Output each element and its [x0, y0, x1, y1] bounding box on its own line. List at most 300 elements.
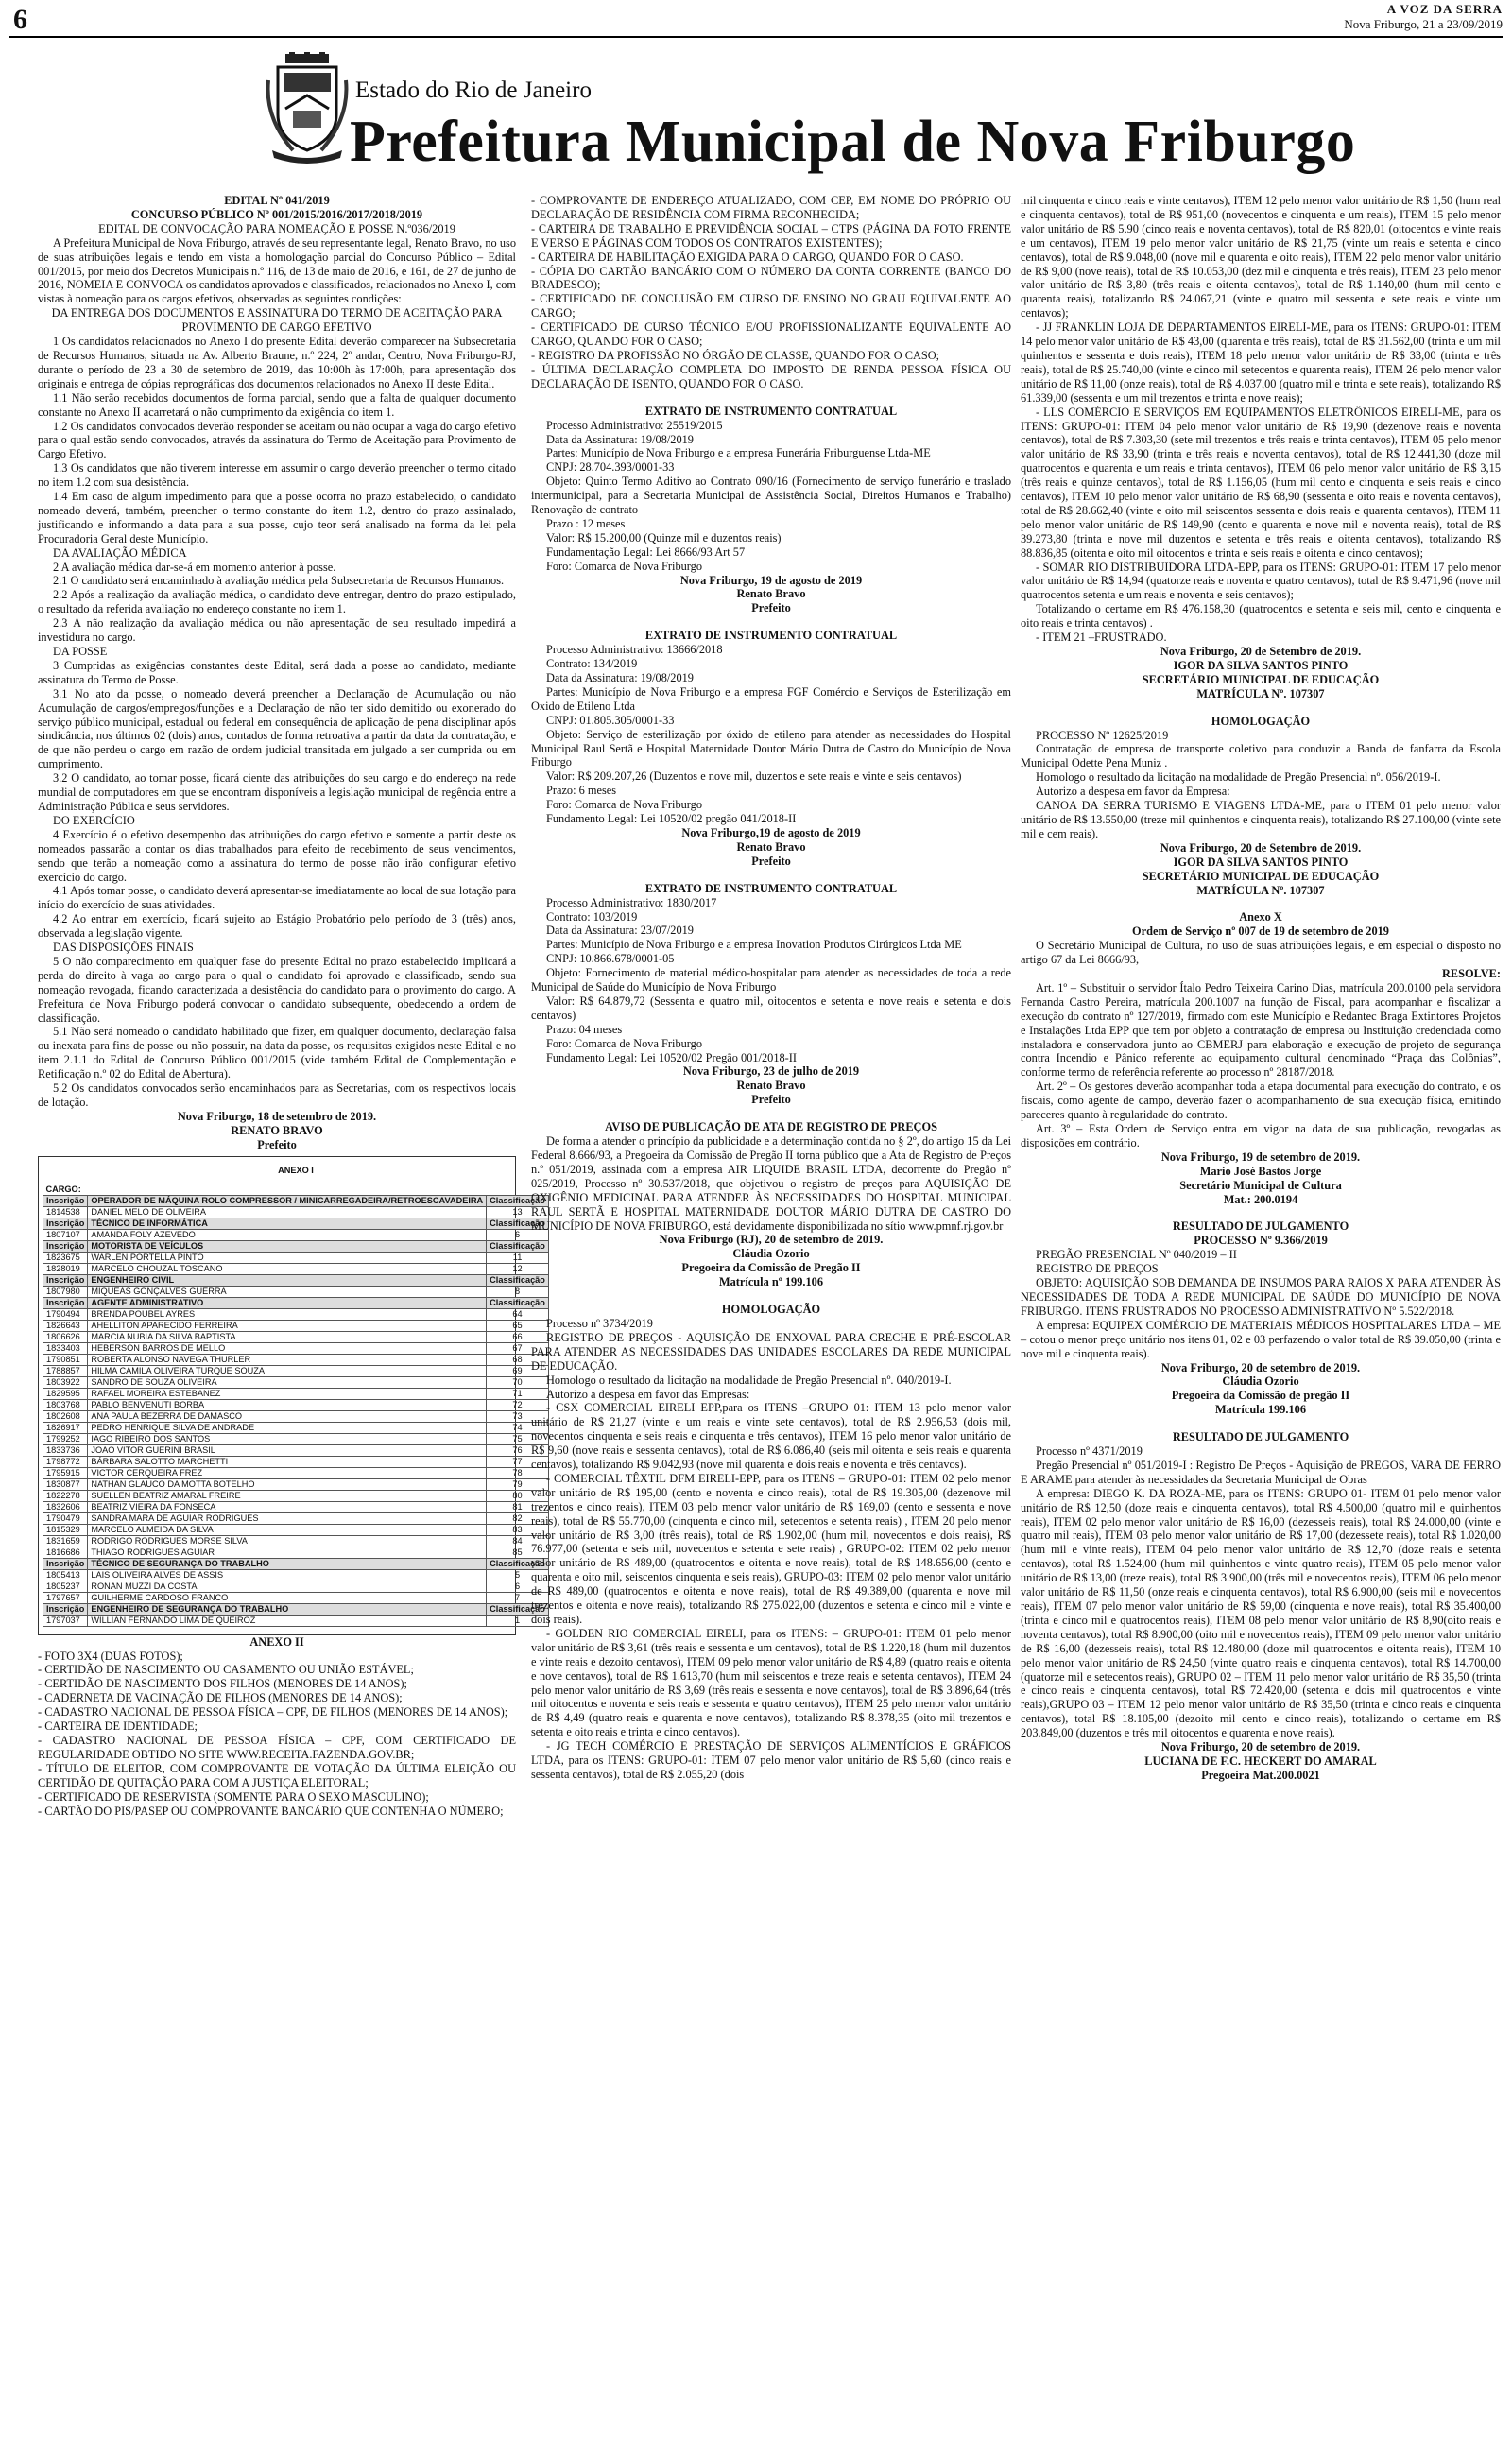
annex-date: Nova Friburgo, 19 de setembro de 2019.	[1160, 1149, 1361, 1164]
extract-line: Foro: Comarca de Nova Friburgo	[546, 798, 703, 812]
annex-candidate-name: IAGO RIBEIRO DOS SANTOS	[88, 1433, 487, 1444]
annex-candidate-name: RONAN MUZZI DA COSTA	[88, 1581, 487, 1592]
annex-classificacao: 64	[487, 1308, 549, 1320]
column-3	[1021, 194, 1501, 1783]
document-item: - CARTÃO DO PIS/PASEP OU COMPROVANTE BANCÁRIO QUE CONTENHA O NÚMERO;	[38, 1804, 504, 1818]
annex-inscricao: 1826643	[43, 1320, 88, 1331]
annex-candidate-name: RAFAEL MOREIRA ESTEBANEZ	[88, 1388, 487, 1399]
table-row	[43, 1399, 549, 1410]
annex-candidate-name: AMANDA FOLY AZEVEDO	[88, 1229, 487, 1240]
extract-line: Objeto: Serviço de esterilização por óxido de etileno para atender as necessidades do Hospital Municipal Raul Sertã e Hospital Maternidade Doutor Mário Dutra de Castro do Município de Nova Friburgo	[531, 727, 1011, 769]
paragraph: 1.1 Não serão recebidos documentos de forma parcial, sendo que a falta de qualquer documento constante no Anexo II acarretará o não cumprimento da exigência do item 1.	[38, 390, 516, 419]
signature-role: Secretário Municipal de Cultura	[1179, 1178, 1342, 1192]
annex-inscricao: 1822278	[43, 1490, 88, 1501]
annex-insc-header: Inscrição	[43, 1558, 88, 1569]
document-list	[531, 194, 1011, 391]
extract-line: CNPJ: 28.704.393/0001-33	[546, 460, 675, 475]
paragraph: A empresa: DIEGO K. DA ROZA-ME, para os ITENS: GRUPO 01- ITEM 01 pelo menor valor unitário de R$ 12,50 (doze reais e cinquenta centavos), total R$ 4.500,00 (quatro mil e quinhentos reais), ITEM 02 pelo menor valor unitário de R$ 16,00 (dezesseis reais), total R$ 24.000,00 (vinte e quatro mil reais), ITEM 03 pelo menor valor unitário de R$ 17,00 (dezessete reais), total R$ 1.020,00 (hum mil e vinte reais), ITEM 04 pelo menor valor unitário de R$ 12,70 (doze reais e setenta centavos), total R$ 1.524,00 (hum mil quinhentos e vinte quatro reais), ITEM 05 pelo menor valor unitário de R$ 13,00 (treze reais), total R$ 3.900,00 (três mil e novecentos reais), ITEM 06 pelo menor valor unitário de R$ 11,50 (onze reais e cinquenta centavos), total R$ 6.900,00 (seis mil e novecentos reais), ITEM 07 pelo menor valor unitário de R$ 59,00 (cinquenta e nove reais), total R$ 35.400,00 (trinta e cinco mil e quatrocentos reais), ITEM 08 pelo menor valor unitário de R$ 8,90(oito reais e noventa centavos), total R$ 8.900,00 (oito mil e novecentos reais), ITEM 09 pelo menor valor unitário de R$ 16,00 (dezesseis reais), total R$ 12.480,00 (doze mil quatrocentos e oitenta reais), ITEM 10 pelo menor valor unitário de R$ 24,50 (vinte quatro reais e cinquenta centavos), total R$ 14.700,00 (quatorze mil e setecentos reais), GRUPO 02 – ITEM 11 pelo menor valor unitário de R$ 35,50 (trinta e cinco reais e cinquenta centavos), total R$ 72.420,00 (setenta e dois mil quatrocentos e vinte reais),GRUPO 03 – ITEM 12 pelo menor valor unitário de R$ 35,50 (trinta e cinco reais e cinquenta centavos), total R$ 18.105,00 (dezoito mil cento e cinco reais), totalizando o certame em R$ 203.849,00 (duzentos e três mil oitocentos e quarenta e nove reais).	[1021, 1486, 1502, 1740]
annex-classificacao: 71	[487, 1388, 549, 1399]
annex-candidate-name: WARLEN PORTELLA PINTO	[88, 1252, 487, 1263]
paragraph: Processo nº 4371/2019	[1036, 1444, 1143, 1459]
signature-name: Renato Bravo	[736, 1079, 806, 1093]
annex-inscricao: 1790851	[43, 1354, 88, 1365]
table-row	[43, 1206, 549, 1218]
homologacao-title: HOMOLOGAÇÃO	[1211, 714, 1311, 728]
annex-candidate-name: MIQUEAS GONÇALVES GUERRA	[88, 1286, 487, 1297]
extract-line: Fundamento Legal: Lei 10520/02 pregão 041/2018-II	[546, 812, 797, 826]
annex-inscricao: 1807107	[43, 1229, 88, 1240]
annex-classificacao: 1	[487, 1615, 549, 1626]
annex-classificacao: 72	[487, 1399, 549, 1410]
extract-line: Prazo : 12 meses	[546, 516, 626, 530]
extract-line: Processo Administrativo: 13666/2018	[546, 643, 723, 657]
signature-name: Mario José Bastos Jorge	[1199, 1164, 1322, 1178]
paragraph: 5.1 Não será nomeado o candidato habilitado que fizer, em qualquer documento, declaração falsa ou inexata para fins de posse ou não possuir, na data da posse, os requisitos exigidos neste Edital e no item 2.1.1 do Edital de Concurso Público 001/2015 (vide também Edital de Complementação e Retificação n.º 02 do Edital de Abertura).	[38, 1025, 516, 1081]
extract-line: Partes: Município de Nova Friburgo e a empresa FGF Comércio e Serviços de Esterilização em Oxido de Etileno Ltda	[531, 684, 1011, 713]
annex-inscricao: 1806626	[43, 1331, 88, 1342]
paragraph: Autorizo a despesa em favor da Empresa:	[1036, 785, 1230, 799]
extract-line: Valor: R$ 209.207,26 (Duzentos e nove mil, duzentos e sete reais e vinte e seis centavos)	[546, 769, 962, 784]
annex-classificacao: 12	[487, 1263, 549, 1274]
annex-classificacao: 82	[487, 1512, 549, 1524]
masthead-name: A VOZ DA SERRA	[1386, 2, 1503, 16]
document-item: - TÍTULO DE ELEITOR, COM COMPROVANTE DE VOTAÇÃO DA ÚLTIMA ELEIÇÃO OU CERTIDÃO DE QUITAÇÃO PARA COM A JUSTIÇA ELEITORAL;	[38, 1761, 516, 1789]
annex-class-header: Classificação	[487, 1297, 549, 1308]
annex-classificacao: 84	[487, 1535, 549, 1547]
extract-line: CNPJ: 10.866.678/0001-05	[546, 952, 675, 966]
document-item: - CADERNETA DE VACINAÇÃO DE FILHOS (MENORES DE 14 ANOS);	[38, 1691, 403, 1705]
annex-candidate-name: BRENDA POUBEL AYRES	[88, 1308, 487, 1320]
paragraph: 1 Os candidatos relacionados no Anexo I do presente Edital deverão comparecer na Subsecretaria de Recursos Humanos, situada na Av. Alberto Braune, n.º 224, 2º andar, Centro, Nova Friburgo-RJ, durante o período de 23 a 30 de setembro de 2019, das 10:00h às 17:00h, para apresentação dos originais e entrega de cópias reprográficas dos documentos relacionados no Anexo II deste Edital.	[38, 335, 516, 390]
annex-inscricao: 1814538	[43, 1206, 88, 1218]
paragraph: Pregão Presencial nº 051/2019-I : Registro De Preços - Aquisição de PREGOS, VARA DE FERRO E ARAME para atender às necessidades da Secretaria Municipal de Obras	[1021, 1458, 1501, 1486]
extract-date: Nova Friburgo, 23 de julho de 2019	[682, 1064, 860, 1079]
document-item: - CERTIDÃO DE NASCIMENTO OU CASAMENTO OU UNIÃO ESTÁVEL;	[38, 1663, 414, 1677]
document-item: - CARTEIRA DE TRABALHO E PREVIDÊNCIA SOCIAL – CTPS (PÁGINA DA FOTO FRENTE E VERSO E PÁGINAS COM TODOS OS CONTRATOS EXISTENTES);	[531, 221, 1011, 250]
annex-insc-header: Inscrição	[43, 1240, 88, 1252]
paragraph: mil cinquenta e cinco reais e vinte centavos), ITEM 12 pelo menor valor unitário de R$ 1,50 (hum real e cinquenta centavos), total de R$ 951,00 (novecentos e cinquenta e um reais), ITEM 15 pelo menor valor unitário de R$ 5,90 (cinco reais e noventa centavos), total de R$ 820,01 (oitocentos e vinte reais e um centavos), ITEM 19 pelo menor valor unitário de R$ 21,75 (vinte um reais e setenta e cinco centavos), total de R$ 9.048,00 (nove mil e quarenta e oito reais), ITEM 22 pelo menor valor unitário de R$ 9,00 (nove reais), total de R$ 10.053,00 (dez mil e cinquenta e três reais), ITEM 23 pelo menor valor unitário de R$ 3,80 (três reais e oitenta centavos), total de R$ 1.140,00 (hum mil cento e quarenta reais), totalizando R$ 24.067,21 (vinte e quatro mil sessenta e sete reais e vinte um centavos);	[1021, 194, 1501, 320]
table-row	[43, 1490, 549, 1501]
table-row	[43, 1320, 549, 1331]
annex-candidate-name: HEBERSON BARROS DE MELLO	[88, 1342, 487, 1354]
annex-inscricao: 1816686	[43, 1547, 88, 1558]
annex-candidate-name: GUILHERME CARDOSO FRANCO	[88, 1592, 487, 1603]
table-row	[43, 1569, 549, 1581]
extract-line: Contrato: 103/2019	[546, 909, 638, 924]
extract-line: Objeto: Fornecimento de material médico-hospitalar para atender as necessidades de toda a rede Municipal de Saúde do Município de Nova Friburgo	[531, 966, 1011, 994]
aviso-date: Nova Friburgo (RJ), 20 de setembro de 2019.	[659, 1233, 884, 1247]
annex-inscricao: 1829595	[43, 1388, 88, 1399]
annex-inscricao: 1805237	[43, 1581, 88, 1592]
prefeitura-title: Prefeitura Municipal de Nova Friburgo	[350, 110, 1356, 174]
extract-title: EXTRATO DE INSTRUMENTO CONTRATUAL	[644, 404, 898, 418]
homologacao-date: Nova Friburgo, 20 de Setembro de 2019.	[1160, 840, 1362, 855]
annex-cargo-name: ENGENHEIRO CIVIL	[88, 1274, 487, 1286]
annex-inscricao: 1790479	[43, 1512, 88, 1524]
annex-classificacao: 80	[487, 1490, 549, 1501]
paragraph: Contratação de empresa de transporte coletivo para conduzir a Banda de fanfarra da Escola Municipal Odette Pena Muniz .	[1021, 742, 1501, 770]
extract-line: CNPJ: 01.805.305/0001-33	[546, 713, 675, 727]
extract-line: Valor: R$ 15.200,00 (Quinze mil e duzentos reais)	[546, 530, 782, 544]
annex-insc-header: Inscrição	[43, 1297, 88, 1308]
table-row	[43, 1308, 549, 1320]
table-row	[43, 1376, 549, 1388]
paragraph: 5 O não comparecimento em qualquer fase do presente Edital no prazo estabelecido implicará a perda do direito à vaga ao cargo para o qual o candidato foi aprovado e classificado, sendo sua nomeação revogada, ficando caracterizada a desistência do candidato para o provimento do cargo. A Prefeitura de Nova Friburgo poderá convocar o candidato subsequente, obedecendo a ordem de classificação.	[38, 954, 516, 1025]
annex-classificacao: 75	[487, 1433, 549, 1444]
signature-role: Prefeito	[751, 601, 791, 615]
annex-candidate-name: WILLIAN FERNANDO LIMA DE QUEIROZ	[88, 1615, 487, 1626]
paragraph: 5.2 Os candidatos convocados serão encaminhados para as Secretarias, com os respectivos locais de lotação.	[38, 1081, 516, 1109]
table-row	[43, 1467, 549, 1478]
annex-candidate-name: NATHAN GLAUCO DA MOTTA BOTELHO	[88, 1478, 487, 1490]
homologacao-item: - JJ FRANKLIN LOJA DE DEPARTAMENTOS EIRELI-ME, para os ITENS: GRUPO-01: ITEM 14 pelo menor valor unitário de R$ 43,00 (quarenta e três reais), total de R$ 31.562,00 (trinta e um mil quinhentos e sessenta e dois reais), ITEM 18 pelo menor valor unitário de R$ 33,00 (trinta e três reais), total de R$ 25.740,00 (vinte e cinco mil setecentos e quarenta reais), ITEM 26 pelo menor valor unitário de R$ 11,00 (onze reais), total de R$ 4.037,00 (quatro mil e trinta e sete reais), totalizando R$ 61.339,00 (sessenta e um mil trezentos e trinta e nove reais);	[1021, 320, 1501, 405]
edital-number: EDITAL Nº 041/2019	[224, 194, 330, 207]
paragraph: A empresa: EQUIPEX COMÉRCIO DE MATERIAIS MÉDICOS HOSPITALARES LTDA – ME – cotou o menor preço unitário nos itens 01, 02 e 03 perfazendo o valor total de R$ 39.050,00 (trinta e nove mil e cinquenta reais).	[1021, 1318, 1501, 1360]
annex-inscricao: 1831659	[43, 1535, 88, 1547]
annex-cargo-name: TÉCNICO DE INFORMÁTICA	[88, 1218, 487, 1229]
document-item: - CÓPIA DO CARTÃO BANCÁRIO COM O NÚMERO DA CONTA CORRENTE (BANCO DO BRADESCO);	[531, 264, 1011, 292]
annex-cargo-name: TÉCNICO DE SEGURANÇA DO TRABALHO	[88, 1558, 487, 1569]
section-heading: DA POSSE	[53, 645, 108, 658]
annex-cargo-name: ENGENHEIRO DE SEGURANÇA DO TRABALHO	[88, 1603, 487, 1615]
annex-candidate-name: JOAO VITOR GUERINI BRASIL	[88, 1444, 487, 1456]
resultado-line: PREGÃO PRESENCIAL Nº 040/2019 – II	[1036, 1248, 1237, 1262]
extract-line: Foro: Comarca de Nova Friburgo	[546, 559, 703, 573]
extract-line: Partes: Município de Nova Friburgo e a empresa Funerária Friburguense Ltda-ME	[546, 446, 931, 460]
annex-class-header: Classificação	[487, 1558, 549, 1569]
signature-mat: MATRÍCULA Nº. 107307	[1196, 686, 1325, 700]
annex-candidate-name: SANDRO DE SOUZA OLIVEIRA	[88, 1376, 487, 1388]
document-item: - CERTIDÃO DE NASCIMENTO DOS FILHOS (MENORES DE 14 ANOS);	[38, 1677, 407, 1691]
paragraph: 2.2 Após a realização da avaliação médica, o candidato deve entregar, dentro do prazo estipulado, o resultado da referida avaliação no endereço constante no item 1.	[38, 588, 516, 616]
annex-inscricao: 1803922	[43, 1376, 88, 1388]
annex-x-subtitle: Ordem de Serviço nº 007 de 19 de setembro de 2019	[1132, 925, 1389, 939]
annex-candidate-name: SUELLEN BEATRIZ AMARAL FREIRE	[88, 1490, 487, 1501]
resultado-lines	[1021, 1248, 1501, 1276]
annex-classificacao: 69	[487, 1365, 549, 1376]
homologacao-items	[531, 1401, 1011, 1781]
extract-line: Foro: Comarca de Nova Friburgo	[546, 1036, 703, 1050]
extract-line: Fundamento Legal: Lei 10520/02 Pregão 001/2018-II	[546, 1050, 797, 1064]
signature-name: LUCIANA DE F.C. HECKERT DO AMARAL	[1144, 1754, 1377, 1768]
paragraph: 4.2 Ao entrar em exercício, ficará sujeito ao Estágio Probatório pelo período de 3 (três) anos, observada a legislação vigente.	[38, 912, 516, 941]
annex-class-header: Classificação	[487, 1274, 549, 1286]
paragraph: 2.1 O candidato será encaminhado à avaliação médica pela Subsecretaria de Recursos Humanos.	[53, 574, 505, 588]
extract-line: Processo Administrativo: 25519/2015	[546, 418, 723, 432]
annex-classificacao: 78	[487, 1467, 549, 1478]
annex-classificacao: 67	[487, 1342, 549, 1354]
paragraph: Homologo o resultado da licitação na modalidade de Pregão Presencial nº. 056/2019-I.	[1036, 770, 1441, 785]
table-row	[43, 1524, 549, 1535]
paragraph: 4 Exercício é o efetivo desempenho das atribuições do cargo efetivo e somente a partir deste os nomeados passarão a contar os dias trabalhados para efeito de recebimento de seus vencimentos, sendo que terão a nomeação como a assinatura do termo de posse não irão configurar efetivo exercício do cargo.	[38, 827, 516, 884]
annex-classificacao: 66	[487, 1331, 549, 1342]
table-row	[43, 1456, 549, 1467]
extract-body	[531, 643, 1011, 826]
annex-classificacao: 74	[487, 1422, 549, 1433]
paragraph: Art. 1º – Substituir o servidor Ítalo Pedro Teixeira Carino Dias, matrícula 200.0100 pela servidora Fernanda Castro Pereira, matrícula 200.1007 na função de Fiscal, para acompanhar e fiscalizar a execução do contrato nº 127/2019, firmado com este Município e Redantec Braga Extintores Projetos e Instalações Ltda EPP que tem por objeto a contratação de empresa ou Instituição credenciada como instaladora e conservadora junto ao CBMERJ para elaboração e execução de projeto de segurança contra Incendio e Pânico referente ao equipamento cultural denominado “Praça das Colônias”, conforme termo de referência referente ao processo nº 28187/2018.	[1021, 980, 1501, 1080]
annex-cargo-header	[43, 1297, 549, 1308]
document-item: - COMPROVANTE DE ENDEREÇO ATUALIZADO, COM CEP, EM NOME DO PRÓPRIO OU DECLARAÇÃO DE RESIDÊNCIA COM FIRMA RECONHECIDA;	[531, 194, 1011, 221]
signature-role: Pregoeira da Comissão de Pregão II	[681, 1261, 861, 1275]
annex-cargo-header	[43, 1558, 549, 1569]
annex-insc-header: Inscrição	[43, 1218, 88, 1229]
document-item: - CARTEIRA DE IDENTIDADE;	[38, 1720, 198, 1734]
table-row	[43, 1444, 549, 1456]
document-item: - CERTIFICADO DE RESERVISTA (SOMENTE PARA O SEXO MASCULINO);	[38, 1789, 429, 1804]
table-row	[43, 1615, 549, 1626]
annex-i-box	[38, 1156, 545, 1635]
paragraph: 3.1 No ato da posse, o nomeado deverá preencher a Declaração de Acumulação ou não Acumulação de cargos/empregos/funções e a Declaração de não ter sido demitido ou exonerado do serviço público municipal, estadual ou federal em consequência de aplicação de pena disciplinar após sindicância, nos últimos 02 (dois) anos, contados de forma retroativa a partir da data da contratação, e de que não perdeu o cargo em razão de ordem judicial transitada em julgado a ser cumprida ou em cumprimento.	[38, 686, 516, 771]
page-number: 6	[13, 4, 27, 35]
annex-cargo-name: MOTORISTA DE VEÍCULOS	[88, 1240, 487, 1252]
annex-classificacao: 77	[487, 1456, 549, 1467]
extract-line: Processo Administrativo: 1830/2017	[546, 895, 717, 909]
annex-cargo-header	[43, 1240, 549, 1252]
annex-class-header: Classificação	[487, 1240, 549, 1252]
table-row	[43, 1547, 549, 1558]
annex-inscricao: 1815329	[43, 1524, 88, 1535]
signature-mat: Matrícula nº 199.106	[718, 1275, 823, 1289]
table-row	[43, 1433, 549, 1444]
annex-inscricao: 1823675	[43, 1252, 88, 1263]
annex-inscricao: 1830877	[43, 1478, 88, 1490]
extract-line: Data da Assinatura: 23/07/2019	[546, 924, 694, 938]
signature-role: Prefeito	[751, 854, 791, 868]
extract-line: Valor: R$ 64.879,72 (Sessenta e quatro mil, oitocentos e setenta e nove reais e setenta e dois centavos)	[531, 994, 1011, 1022]
homologacao-item: - GOLDEN RIO COMERCIAL EIRELI, para os ITENS: – GRUPO-01: ITEM 01 pelo menor valor unitário de R$ 3,61 (três reais e sessenta e um centavos), total de R$ 1.220,18 (hum mil duzentos e vinte reais e dezoito centavos), ITEM 09 pelo menor valor unitário de R$ 4,89 (quatro reais e oitenta e nove centavos), total de R$ 1.613,70 (hum mil seiscentos e treze reais e setenta centavos), ITEM 24 pelo menor valor unitário de R$ 3,69 (três reais e sessenta e nove centavos), total de R$ 3.896,64 (três mil oitocentos e noventa e seis reais e sessenta e quatro centavos), ITEM 25 pelo menor valor unitário de R$ 4,49 (quatro reais e quarenta e nove centavos), totalizando R$ 8.378,35 (oito mil trezentos e setenta e oito reais e trinta e cinco centavos).	[531, 1626, 1011, 1739]
paragraph: 2.3 A não realização da avaliação médica ou não apresentação de seu resultado impedirá a investidura no cargo.	[38, 616, 516, 645]
annex-classificacao: 76	[487, 1444, 549, 1456]
resultado-title: RESULTADO DE JULGAMENTO	[1172, 1430, 1349, 1444]
annex-i-table	[43, 1163, 549, 1627]
signature-mat: MATRÍCULA Nº. 107307	[1196, 883, 1325, 897]
extract-date: Nova Friburgo,19 de agosto de 2019	[681, 825, 861, 839]
annex-classificacao: 68	[487, 1354, 549, 1365]
paragraph: PROCESSO Nº 12625/2019	[1036, 728, 1169, 742]
extract-line: Fundamentação Legal: Lei 8666/93 Art 57	[546, 544, 746, 559]
annex-candidate-name: PEDRO HENRIQUE SILVA DE ANDRADE	[88, 1422, 487, 1433]
resultado-process: PROCESSO Nº 9.366/2019	[1194, 1234, 1328, 1248]
paragraph: 1.3 Os candidatos que não tiverem interesse em assumir o cargo deverão preencher o termo citado no item 1.2 com sua desistência.	[38, 461, 516, 490]
resolve-label: RESOLVE:	[1442, 967, 1501, 981]
annex-cargo-header	[43, 1218, 549, 1229]
homologacao-title: HOMOLOGAÇÃO	[721, 1303, 821, 1317]
paragraph: 1.2 Os candidatos convocados deverão responder se aceitam ou não ocupar a vaga do cargo efetivo para o qual estão sendo convocados, através da assinatura do Termo de Aceitação para Provimento de Cargo Efetivo.	[38, 419, 516, 461]
annex-classificacao: 70	[487, 1376, 549, 1388]
homologacao-item: - COMERCIAL TÊXTIL DFM EIRELI-EPP, para os ITENS – GRUPO-01: ITEM 02 pelo menor valor unitário de R$ 195,00 (cento e noventa e cinco reais), total de R$ 19.305,00 (dezenove mil trezentos e cinco reais), ITEM 03 pelo menor valor unitário de R$ 169,00 (cento e sessenta e nove reais), total de R$ 55.770,00 (cinquenta e cinco mil, setecentos e setenta reais) , ITEM 20 pelo menor valor unitário de R$ 3,00 (três reais), total de R$ 1.902,00 (hum mil, novecentos e dois reais), R$ 76.977,00 (setenta e seis mil, novecentos e setenta e sete reais) , GRUPO-02: ITEM 02 pelo menor valor unitário de R$ 489,00 (quatrocentos e oitenta e nove reais), total de R$ 148.656,00 (cento e quarenta e oito mil, seiscentos cinquenta e seis reais), GRUPO-03: ITEM 02 pelo menor valor unitário de R$ 489,00 (quatrocentos e oitenta e nove reais), total de R$ 49.389,00 (quarenta e nove mil trezentos e oitenta e nove reais), totalizando R$ 275.022,00 (duzentos e setenta e cinco mil e vinte e dois reais).	[531, 1471, 1011, 1626]
column-2	[531, 194, 1011, 1782]
homologacao-item: - ITEM 21 –FRUSTRADO.	[1036, 631, 1167, 645]
paragraph: 3 Cumpridas as exigências constantes deste Edital, será dada a posse ao candidato, mediante assinatura do Termo de Posse.	[38, 658, 516, 686]
annex-classificacao: 13	[487, 1206, 549, 1218]
annex-candidate-name: MARCELO ALMEIDA DA SILVA	[88, 1524, 487, 1535]
section-heading: DA ENTREGA DOS DOCUMENTOS E ASSINATURA DO TERMO DE ACEITAÇÃO PARA PROVIMENTO DE CARGO EFETIVO	[51, 306, 503, 335]
annex-classificacao: 85	[487, 1547, 549, 1558]
table-row	[43, 1331, 549, 1342]
annex-inscricao: 1799252	[43, 1433, 88, 1444]
annex-cargo-header	[43, 1603, 549, 1615]
document-item: - CERTIFICADO DE CONCLUSÃO EM CURSO DE ENSINO NO GRAU EQUIVALENTE AO CARGO;	[531, 292, 1011, 320]
extract-title: EXTRATO DE INSTRUMENTO CONTRATUAL	[644, 629, 898, 643]
section-heading: DAS DISPOSIÇÕES FINAIS	[53, 941, 194, 955]
homologacao-items	[1021, 320, 1501, 645]
annex-inscricao: 1797657	[43, 1592, 88, 1603]
table-row	[43, 1354, 549, 1365]
annex-cargo-name: OPERADOR DE MÁQUINA ROLO COMPRESSOR / MINICARREGADEIRA/RETROESCAVADEIRA	[88, 1195, 487, 1206]
annex-candidate-name: RODRIGO RODRIGUES MORSE SILVA	[88, 1535, 487, 1547]
paragraph: CANOA DA SERRA TURISMO E VIAGENS LTDA-ME, para o ITEM 01 pelo menor valor unitário de R$ 13.550,00 (treze mil quinhentos e cinquenta reais), totalizando R$ 27.100,00 (vinte sete mil e cem reais).	[1021, 799, 1501, 840]
table-row	[43, 1263, 549, 1274]
resultado-title: RESULTADO DE JULGAMENTO	[1172, 1219, 1349, 1234]
homologacao-item: - JG TECH COMÉRCIO E PRESTAÇÃO DE SERVIÇOS ALIMENTÍCIOS E GRÁFICOS LTDA, para os ITENS: GRUPO-01: ITEM 07 pelo menor valor unitário de R$ 5,60 (cinco reais e sessenta centavos), total de R$ 2.055,20 (dois	[531, 1739, 1011, 1781]
annex-classificacao: 83	[487, 1524, 549, 1535]
annex-insc-header: Inscrição	[43, 1274, 88, 1286]
table-row	[43, 1252, 549, 1263]
document-item: - ÚLTIMA DECLARAÇÃO COMPLETA DO IMPOSTO DE RENDA PESSOA FÍSICA OU DECLARAÇÃO DE ISENTO, QUANDO FOR O CASO.	[531, 362, 1011, 390]
extract-line: Data da Assinatura: 19/08/2019	[546, 671, 694, 684]
document-item: - CADASTRO NACIONAL DE PESSOA FÍSICA – CPF, DE FILHOS (MENORES DE 14 ANOS);	[38, 1705, 508, 1720]
table-row	[43, 1592, 549, 1603]
annex-candidate-name: AHELLITON APARECIDO FERREIRA	[88, 1320, 487, 1331]
homologacao-date: Nova Friburgo, 20 de Setembro de 2019.	[1160, 645, 1362, 658]
signature-name: RENATO BRAVO	[231, 1123, 323, 1137]
extract-body	[531, 419, 1011, 574]
state-name: Estado do Rio de Janeiro	[355, 78, 592, 103]
masthead-date: Nova Friburgo, 21 a 23/09/2019	[1344, 17, 1503, 31]
annex-class-header: Classificação	[487, 1195, 549, 1206]
annex-classificacao: 65	[487, 1320, 549, 1331]
anexo-ii-title: ANEXO II	[249, 1634, 304, 1649]
signature-role: SECRETÁRIO MUNICIPAL DE EDUCAÇÃO	[1142, 672, 1380, 686]
table-row	[43, 1422, 549, 1433]
table-row	[43, 1410, 549, 1422]
annex-classificacao: 79	[487, 1478, 549, 1490]
annex-inscricao: 1826917	[43, 1422, 88, 1433]
aviso-title: AVISO DE PUBLICAÇÃO DE ATA DE REGISTRO DE PREÇOS	[605, 1120, 937, 1134]
table-row	[43, 1286, 549, 1297]
annex-candidate-name: THIAGO RODRIGUES AGUIAR	[88, 1547, 487, 1558]
section-heading: DO EXERCÍCIO	[53, 813, 135, 827]
annex-inscricao: 1797037	[43, 1615, 88, 1626]
signature-name: IGOR DA SILVA SANTOS PINTO	[1173, 658, 1349, 672]
paragraph: OBJETO: AQUISIÇÃO SOB DEMANDA DE INSUMOS PARA RAIOS X PARA ATENDER ÀS NECESSIDADES DE TODA A REDE MUNICIPAL DE SAÚDE DO MUNICÍPIO DE NOVA FRIBURGO. ITENS FRUSTRADOS NO PROCESSO ADMINISTRATIVO Nº 5.522/2018.	[1021, 1276, 1501, 1318]
annex-inscricao: 1802608	[43, 1410, 88, 1422]
paragraph: Processo nº 3734/2019	[546, 1316, 653, 1330]
annex-candidate-name: BÁRBARA SALOTTO MARCHETTI	[88, 1456, 487, 1467]
annex-inscricao: 1832606	[43, 1501, 88, 1512]
extract-line: Partes: Município de Nova Friburgo e a empresa Inovation Produtos Cirúrgicos Ltda ME	[546, 938, 962, 952]
table-row	[43, 1365, 549, 1376]
resultado-line: REGISTRO DE PREÇOS	[1036, 1262, 1159, 1276]
annex-candidate-name: MARCELO CHOUZAL TOSCANO	[88, 1263, 487, 1274]
annex-candidate-name: VICTOR CERQUEIRA FREZ	[88, 1467, 487, 1478]
paragraph: 4.1 Após tomar posse, o candidato deverá apresentar-se imediatamente ao local de sua lotação para início do exercício de suas atividades.	[38, 884, 516, 912]
annex-cargo-header	[43, 1274, 549, 1286]
column-1	[38, 194, 545, 1818]
signature-name: Cláudia Ozorio	[732, 1247, 810, 1261]
edital-date: Nova Friburgo, 18 de setembro de 2019.	[177, 1109, 377, 1123]
annex-classificacao: 81	[487, 1501, 549, 1512]
extract-title: EXTRATO DE INSTRUMENTO CONTRATUAL	[644, 881, 898, 895]
annex-classificacao: 5	[487, 1569, 549, 1581]
annex-candidate-name: MARCIA NUBIA DA SILVA BAPTISTA	[88, 1331, 487, 1342]
signature-role: Prefeito	[257, 1137, 297, 1151]
annex-cargo-header	[43, 1195, 549, 1206]
annex-classificacao: 11	[487, 1252, 549, 1263]
signature-name: Cláudia Ozorio	[1222, 1374, 1299, 1389]
paragraph: 3.2 O candidato, ao tomar posse, ficará ciente das atribuições do seu cargo e do endereço na rede mundial de computadores em que se encontram disponíveis a legislação municipal de regência entre a Administração Pública e seus servidores.	[38, 771, 516, 813]
signature-mat: Mat.: 200.0194	[1223, 1192, 1298, 1206]
extract-line: Data da Assinatura: 19/08/2019	[546, 432, 694, 446]
annex-candidate-name: SANDRA MARA DE AGUIAR RODRIGUES	[88, 1512, 487, 1524]
extract-line: Prazo: 6 meses	[546, 784, 617, 798]
annex-inscricao: 1790494	[43, 1308, 88, 1320]
paragraph: 2 A avaliação médica dar-se-á em momento anterior à posse.	[53, 560, 336, 574]
masthead	[1344, 2, 1503, 32]
signature-role: Pregoeira da Comissão de pregão II	[1171, 1389, 1350, 1403]
annex-x-title: Anexo X	[1239, 910, 1282, 925]
signature-name: IGOR DA SILVA SANTOS PINTO	[1173, 855, 1349, 869]
top-rule	[9, 36, 1503, 38]
resultado-date: Nova Friburgo, 20 de setembro de 2019.	[1160, 1740, 1361, 1754]
annex-insc-header: Inscrição	[43, 1195, 88, 1206]
extract-date: Nova Friburgo, 19 de agosto de 2019	[679, 573, 863, 587]
document-item: - FOTO 3X4 (DUAS FOTOS);	[38, 1649, 183, 1663]
annex-inscricao: 1833403	[43, 1342, 88, 1354]
signature-mat: Matrícula 199.106	[1215, 1403, 1306, 1417]
signature-name: Renato Bravo	[736, 587, 806, 601]
annex-inscricao: 1805413	[43, 1569, 88, 1581]
table-row	[43, 1501, 549, 1512]
extract-body	[531, 896, 1011, 1065]
table-row	[43, 1478, 549, 1490]
annex-candidate-name: HILMA CAMILA OLIVEIRA TURQUE SOUZA	[88, 1365, 487, 1376]
paragraph: REGISTRO DE PREÇOS - AQUISIÇÃO DE ENXOVAL PARA CRECHE E PRÉ-ESCOLAR PARA ATENDER AS NECESSIDADES DAS UNIDADES ESCOLARES DA REDE MUNICIPAL DE EDUCAÇÃO.	[531, 1330, 1011, 1373]
paragraph: Autorizo a despesa em favor das Empresas:	[546, 1387, 750, 1401]
paragraph: O Secretário Municipal de Cultura, no uso de suas atribuições legais, e em especial o disposto no artigo 67 da Lei 8666/93,	[1021, 939, 1501, 967]
paragraph: De forma a atender o princípio da publicidade e a determinação contida no § 2º, do artigo 15 da Lei Federal 8.666/93, a Pregoeira da Comissão de Pregão II torna público que a Ata de Registro de Preços n.º 051/2019, assinada com a empresa AIR LIQUIDE BRASIL LTDA, decorrente do Pregão nº 025/2019, Processo nº 30.537/2018, que objetivou o registro de preços para AQUISIÇÃO DE OXIGÊNIO MEDICINAL PARA ATENDER ÀS NECESSIDADES DO HOSPITAL MUNICIPAL RAUL SERTÃ E HOSPITAL MATERNIDADE DOUTOR MÁRIO DUTRA DE CASTRO DO MUNICÍPIO DE NOVA FRIBURGO, está devidamente disponibilizada no sítio www.pmnf.rj.gov.br	[531, 1134, 1011, 1233]
document-item: - CARTEIRA DE HABILITAÇÃO EXIGIDA PARA O CARGO, QUANDO FOR O CASO.	[531, 250, 964, 264]
annex-candidate-name: PABLO BENVENUTI BORBA	[88, 1399, 487, 1410]
table-row	[43, 1535, 549, 1547]
paragraph: 1.4 Em caso de algum impedimento para que a posse ocorra no prazo estabelecido, o candidato nomeado deverá, também, preencher o termo constante do item 1.2, dentro do prazo assinalado, justificando e informando a data para a sua posse, cujo teor será analisado na forma da lei pela Procuradoria Geral deste Município.	[38, 490, 516, 545]
annex-class-header: Classificação	[487, 1603, 549, 1615]
annex-inscricao: 1798772	[43, 1456, 88, 1467]
annex-candidate-name: ANA PAULA BEZERRA DE DAMASCO	[88, 1410, 487, 1422]
annex-inscricao: 1803768	[43, 1399, 88, 1410]
annex-candidate-name: ROBERTA ALONSO NAVEGA THURLER	[88, 1354, 487, 1365]
annex-class-header: Classificação	[487, 1218, 549, 1229]
signature-name: Renato Bravo	[736, 839, 806, 854]
paragraph: Art. 2º – Os gestores deverão acompanhar toda a etapa documental para execução do contrato, e os fiscais, como agente de campo, deverão fazer o acompanhamento de sua execução física, emitindo pareceres quanto à regularidade do contrato.	[1021, 1080, 1501, 1122]
annex-candidate-name: DANIEL MELO DE OLIVEIRA	[88, 1206, 487, 1218]
annex-cargo-label: CARGO:	[45, 1184, 81, 1194]
table-row	[43, 1342, 549, 1354]
annex-inscricao: 1788857	[43, 1365, 88, 1376]
annex-inscricao: 1833736	[43, 1444, 88, 1456]
signature-role: Prefeito	[751, 1093, 791, 1107]
annex-title: ANEXO I	[278, 1165, 314, 1175]
annex-classificacao: 6	[487, 1581, 549, 1592]
annex-insc-header: Inscrição	[43, 1603, 88, 1615]
homologacao-item: Totalizando o certame em R$ 476.158,30 (quatrocentos e setenta e seis mil, cento e cinquenta e oito reais e trinta centavos) .	[1021, 602, 1501, 631]
extract-line: Prazo: 04 meses	[546, 1022, 623, 1036]
signature-role: SECRETÁRIO MUNICIPAL DE EDUCAÇÃO	[1142, 869, 1380, 883]
annex-classificacao: 6	[487, 1229, 549, 1240]
coat-of-arms-icon	[265, 52, 350, 164]
resultado-date: Nova Friburgo, 20 de setembro de 2019.	[1160, 1360, 1361, 1374]
paragraph: Homologo o resultado da licitação na modalidade de Pregão Presencial nº. 040/2019-I.	[546, 1373, 952, 1387]
